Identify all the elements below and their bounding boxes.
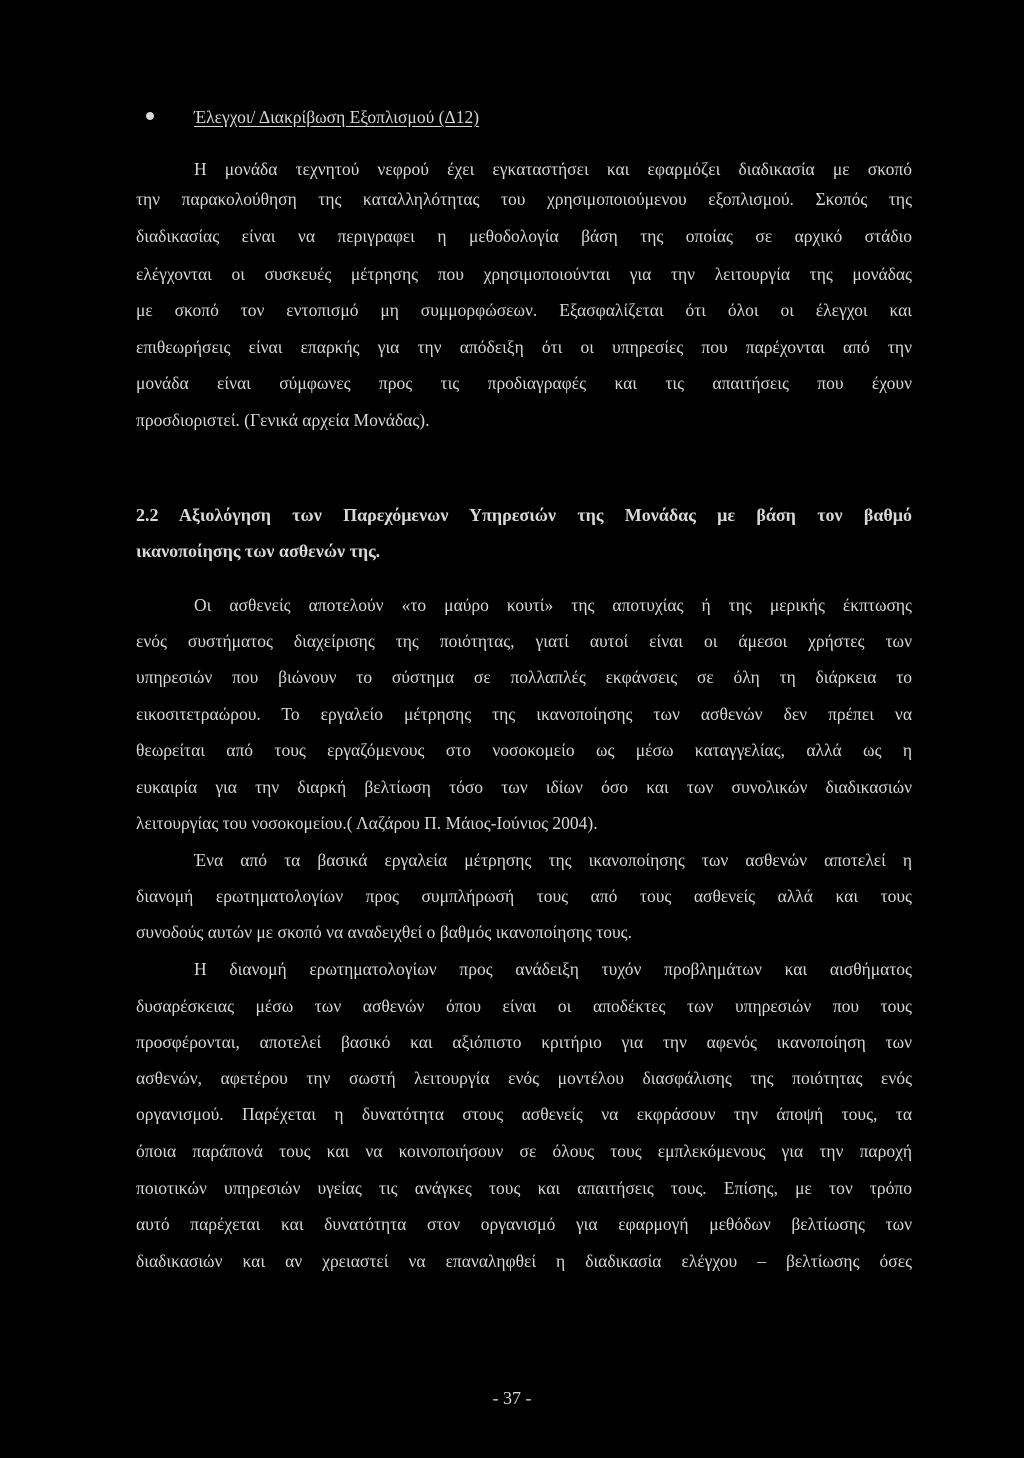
paragraph-line: υπηρεσιών που βιώνουν το σύστημα σε πολλαπλές εκφάνσεις σε όλη τη διάρκεια το (136, 667, 912, 687)
paragraph-line: Η μονάδα τεχνητού νεφρού έχει εγκαταστήσει και εφαρμόζει διαδικασία με σκοπό (194, 159, 912, 179)
paragraph-line: διανομή ερωτηματολογίων προς συμπλήρωσή τους από τους ασθενείς αλλά και τους (136, 886, 912, 906)
paragraph-line: ποιοτικών υπηρεσιών υγείας τις ανάγκες τους και απαιτήσεις τους. Επίσης, με τον τρόπο (136, 1178, 912, 1198)
paragraph-line: προσφέρονται, αποτελεί βασικό και αξιόπιστο κριτήριο για την αφενός ικανοποίηση των (136, 1032, 912, 1052)
paragraph-line: προσδιοριστεί. (Γενικά αρχεία Μονάδας). (136, 410, 430, 430)
paragraph-line: εικοσιτετραώρου. Το εργαλείο μέτρησης της ικανοποίησης των ασθενών δεν πρέπει να (136, 704, 912, 724)
paragraph-line: διαδικασιών και αν χρειαστεί να επαναληφθεί η διαδικασία ελέγχου – βελτίωσης όσες (136, 1251, 912, 1271)
section-title: 2.2 Αξιολόγηση των Παρεχόμενων Υπηρεσιών της Μονάδας με βάση τον βαθμό (136, 505, 912, 525)
section-title-continuation: ικανοποίησης των ασθενών της. (136, 541, 381, 561)
paragraph-line: με σκοπό τον εντοπισμό μη συμμορφώσεων. Εξασφαλίζεται ότι όλοι οι έλεγχοι και (136, 300, 912, 320)
paragraph-line: δυσαρέσκειας μέσω των ασθενών όπου είναι οι αποδέκτες των υπηρεσιών που τους (136, 996, 912, 1016)
paragraph-line: Η διανομή ερωτηματολογίων προς ανάδειξη τυχόν προβλημάτων και αισθήματος (194, 959, 912, 979)
paragraph-line: μονάδα είναι σύμφωνες προς τις προδιαγραφές και τις απαιτήσεις που έχουν (136, 373, 912, 393)
paragraph-line: οργανισμού. Παρέχεται η δυνατότητα στους ασθενείς να εκφράσουν την άποψή τους, τα (136, 1104, 912, 1124)
paragraph-line: ασθενών, αφετέρου την σωστή λειτουργία ενός μοντέλου διασφάλισης της ποιότητας ενός (136, 1068, 912, 1088)
page-number: - 37 - (492, 1388, 532, 1408)
paragraph-line: ευκαιρία για την διαρκή βελτίωση τόσο των ιδίων όσο και των συνολικών διαδικασιών (136, 777, 912, 797)
paragraph-line: ενός συστήματος διαχείρισης της ποιότητας, γιατί αυτοί είναι οι άμεσοι χρήστες των (136, 631, 912, 651)
paragraph-line: θεωρείται από τους εργαζόμενους στο νοσοκομείο ως μέσω καταγγελίας, αλλά ως η (136, 740, 912, 760)
paragraph-line: λειτουργίας του νοσοκομείου.( Λαζάρου Π. Μάιος-Ιούνιος 2004). (136, 813, 598, 833)
paragraph-line: Ένα από τα βασικά εργαλεία μέτρησης της ικανοποίησης των ασθενών αποτελεί η (194, 850, 912, 870)
paragraph-line: όποια παράπονά τους και να κοινοποιήσουν σε όλους τους εμπλεκόμενους για την παροχή (136, 1141, 912, 1161)
paragraph-line: συνοδούς αυτών με σκοπό να αναδειχθεί ο βαθμός ικανοποίησης τους. (136, 922, 632, 942)
bullet-heading: Έλεγχοι/ Διακρίβωση Εξοπλισμού (Δ12) (194, 107, 480, 127)
paragraph-line: Οι ασθενείς αποτελούν «το μαύρο κουτί» της αποτυχίας ή της μερικής έκπτωσης (194, 595, 912, 615)
paragraph-line: διαδικασίας είναι να περιγραφει η μεθοδολογία βάση της οποίας σε αρχικό στάδιο (136, 226, 912, 246)
paragraph-line: αυτό παρέχεται και δυνατότητα στον οργανισμό για εφαρμογή μεθόδων βελτίωσης των (136, 1214, 912, 1234)
paragraph-line: επιθεωρήσεις είναι επαρκής για την απόδειξη ότι οι υπηρεσίες που παρέχονται από την (136, 337, 912, 357)
bullet-dot-icon (146, 112, 154, 120)
paragraph-line: την παρακολούθηση της καταλληλότητας του χρησιμοποιούμενου εξοπλισμού. Σκοπός της (136, 189, 912, 209)
paragraph-line: ελέγχονται οι συσκευές μέτρησης που χρησιμοποιούνται για την λειτουργία της μονάδας (136, 264, 912, 284)
